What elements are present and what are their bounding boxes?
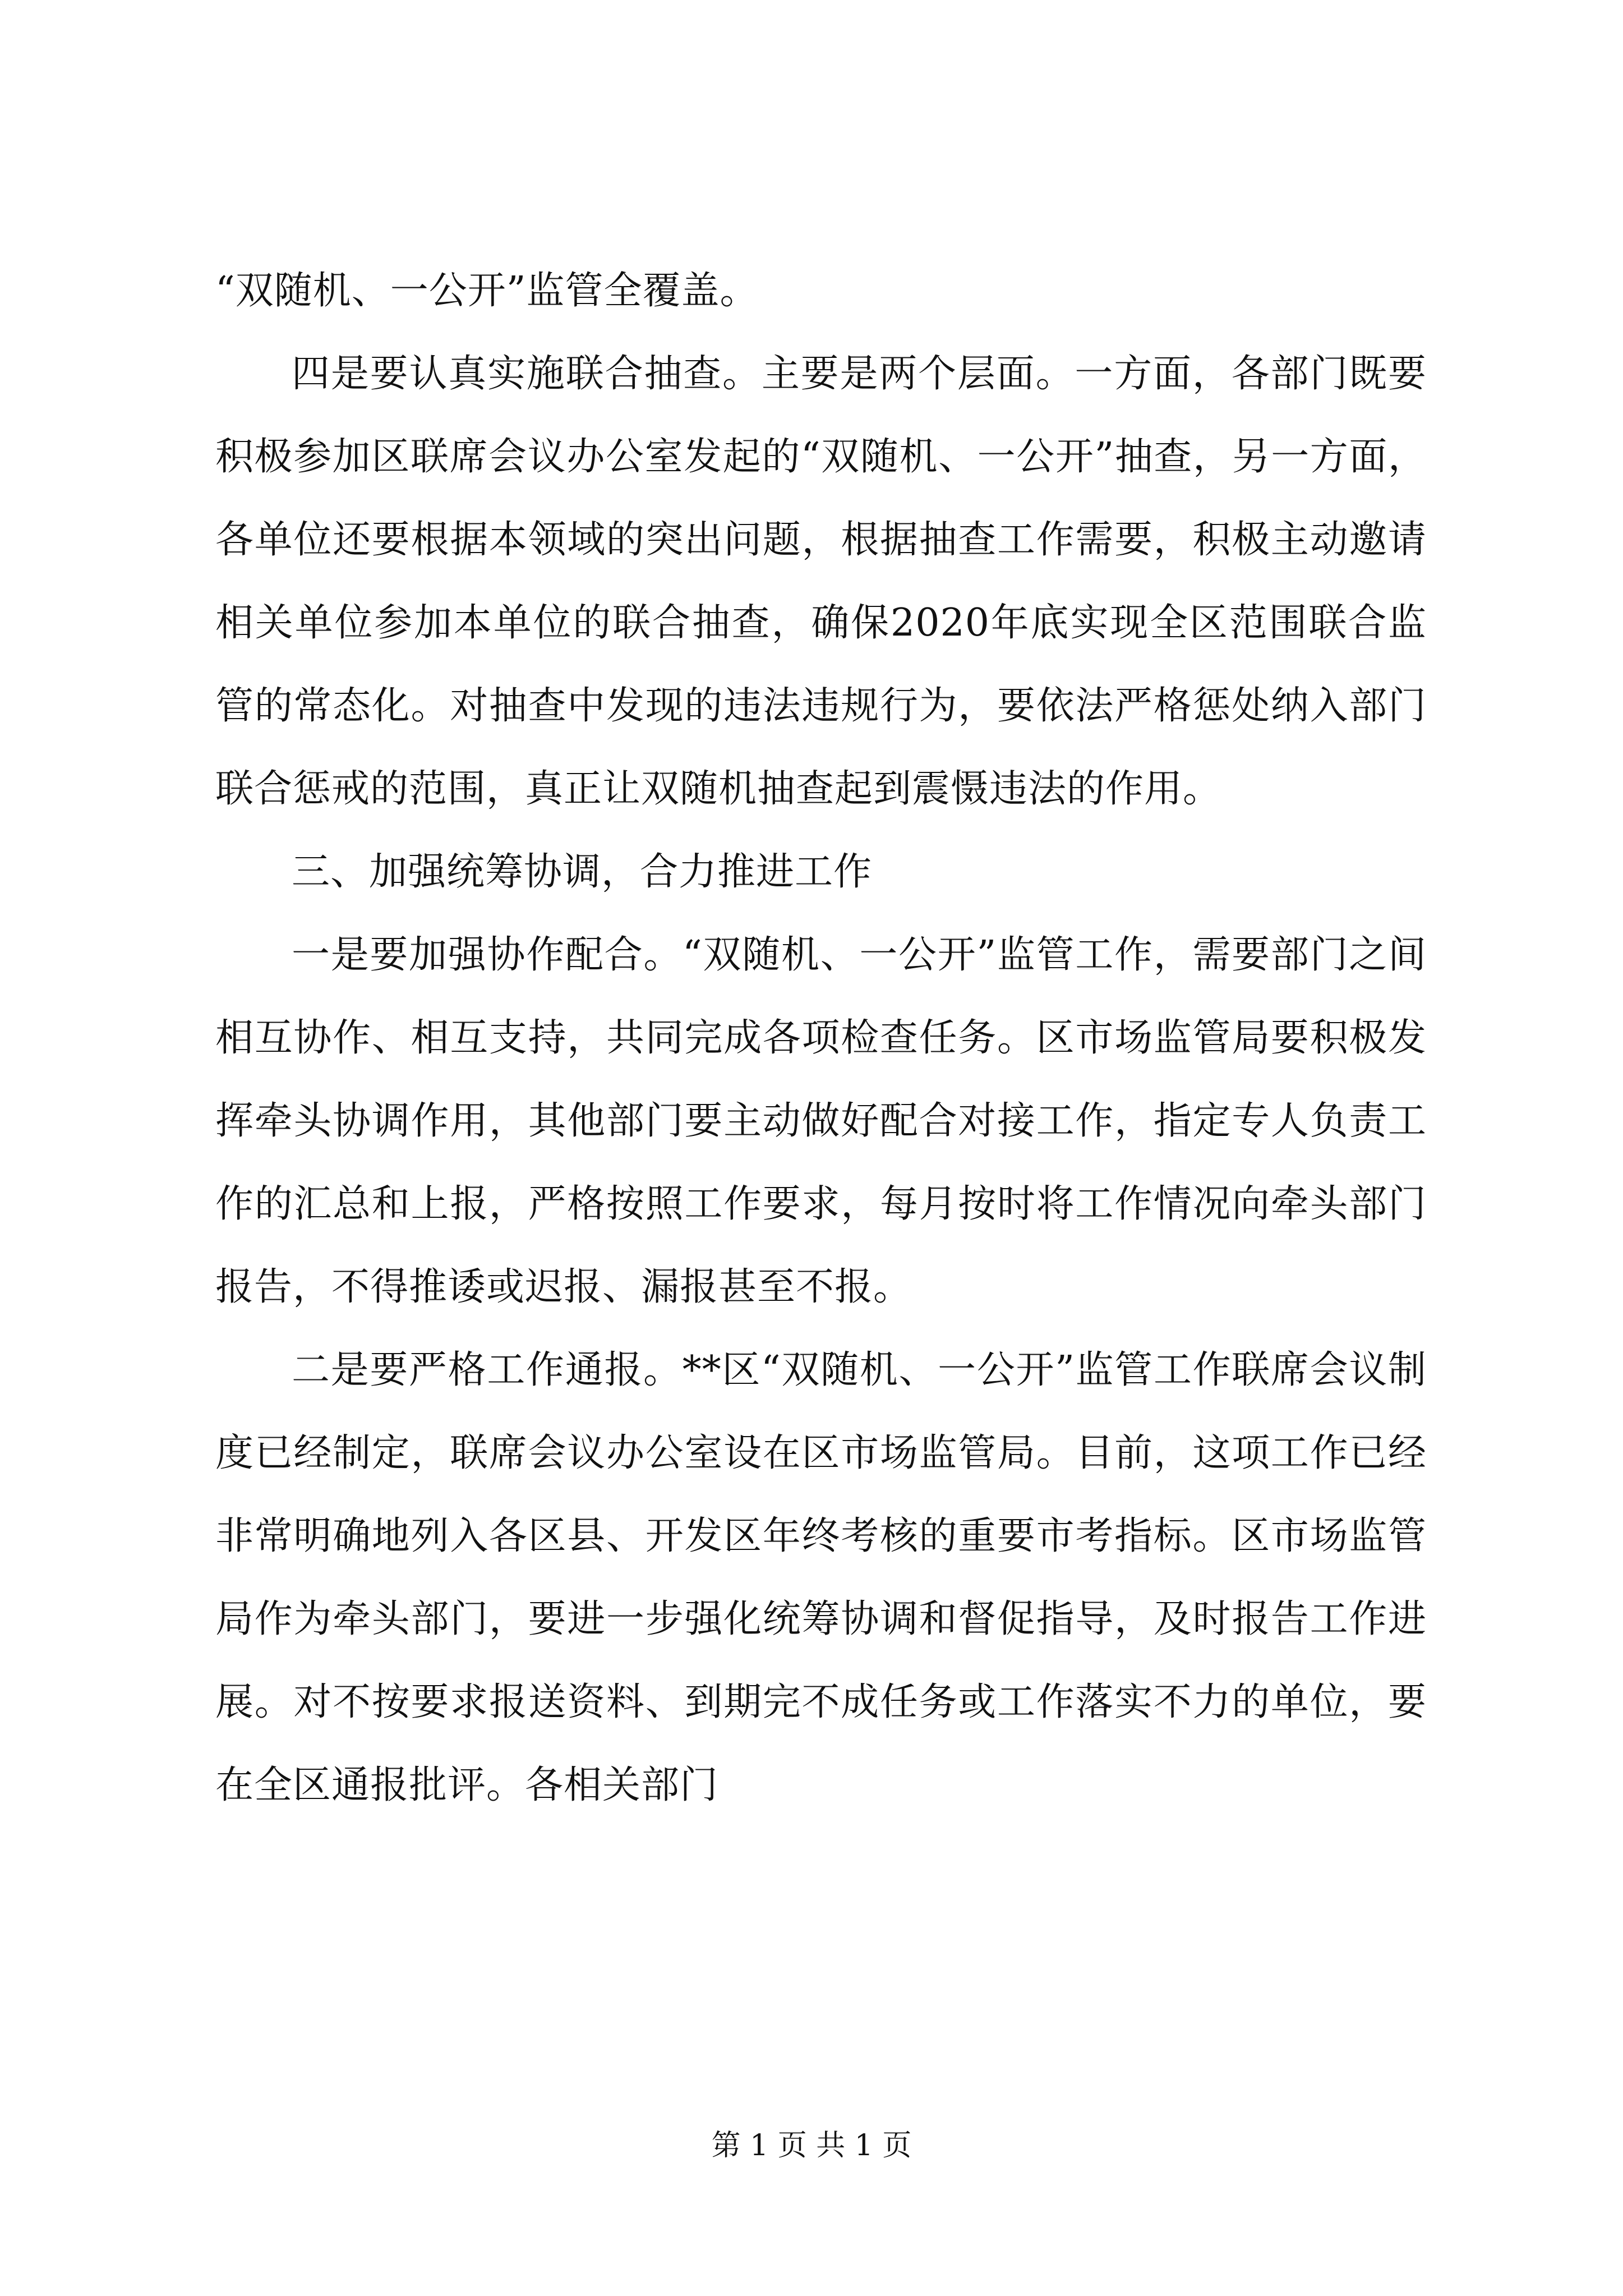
page-footer: 第 1 页 共 1 页 [711, 2129, 912, 2162]
paragraph-2: 四是要认真实施联合抽查。主要是两个层面。一方面，各部门既要积极参加区联席会议办公室发起的“双随机、一公开”抽查，另一方面，各单位还要根据本领域的突出问题，根据抽查工作需要，积极主动邀请相关单位参加本单位的联合抽查，确保2020年底实现全区范围联合监管的常态化。对抽查中发现的违法违规行为，要依法严格惩处纳入部门联合惩戒的范围，真正让双随机抽查起到震慑违法的作用。 [215, 352, 1427, 811]
paragraph-3: 一是要加强协作配合。“双随机、一公开”监管工作，需要部门之间相互协作、相互支持，共同完成各项检查任务。区市场监管局要积极发挥牵头协调作用，其他部门要主动做好配合对接工作，指定专人负责工作的汇总和上报，严格按照工作要求，每月按时将工作情况向牵头部门报告，不得推诿或迟报、漏报甚至不报。 [215, 933, 1427, 1309]
section-heading: 三、加强统筹协调，合力推进工作 [292, 850, 873, 894]
document-body [215, 250, 1427, 1827]
paragraph-1: “双随机、一公开”监管全覆盖。 [215, 269, 759, 313]
paragraph-4: 二是要严格工作通报。**区“双随机、一公开”监管工作联席会议制度已经制定，联席会议办公室设在区市场监管局。目前，这项工作已经非常明确地列入各区县、开发区年终考核的重要市考指标。区市场监管局作为牵头部门，要进一步强化统筹协调和督促指导，及时报告工作进展。对不按要求报送资料、到期完不成任务或工作落实不力的单位，要在全区通报批评。各相关部门 [215, 1348, 1427, 1807]
